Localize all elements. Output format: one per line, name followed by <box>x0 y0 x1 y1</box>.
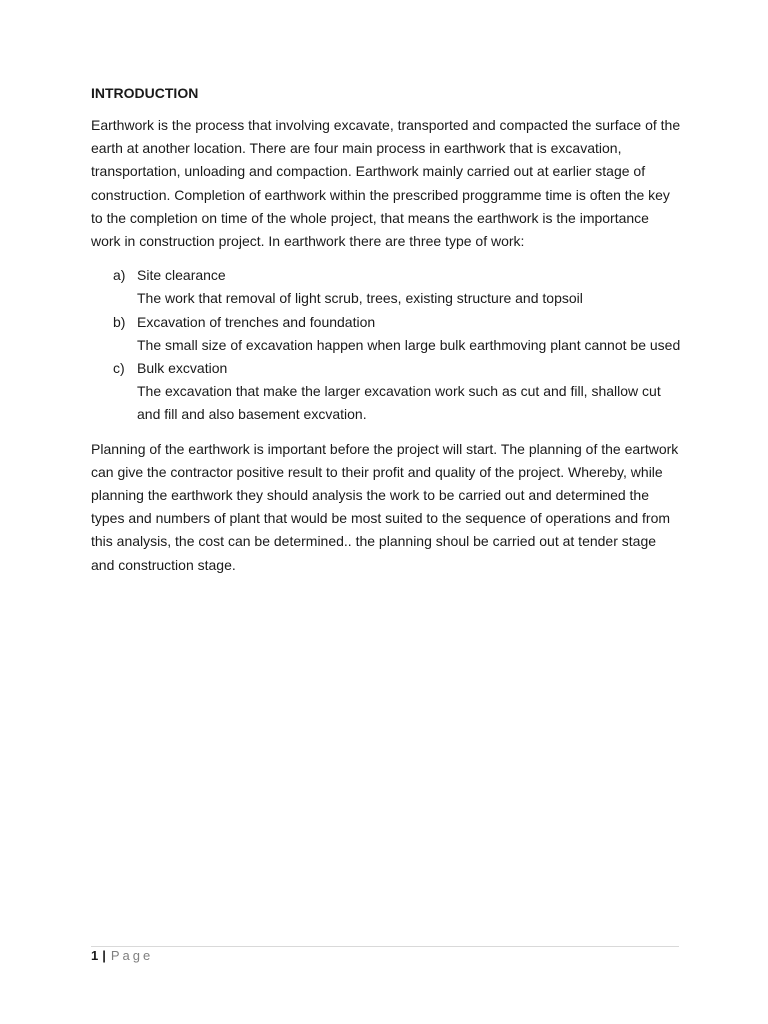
page-label: Page <box>110 948 154 963</box>
document-body <box>91 84 681 577</box>
list-item-title: Bulk excvation <box>137 360 228 377</box>
list-marker: b) <box>113 313 126 330</box>
list-item <box>91 311 681 357</box>
section-heading: INTRODUCTION <box>91 85 199 101</box>
list-marker: a) <box>113 267 126 284</box>
planning-paragraph: Planning of the earthwork is important before the project will start. The planning of the eartwork can give the contractor positive result to their profit and quality of the project. Whereby, while planning the earthwork they should analysis the work to be carried out and determined the types and numbers of plant that would be most suited to the sequence of operations and from this analysis, the cost can be determined.. the planning shoul be carried out at tender stage and construction stage. <box>91 440 679 573</box>
list-item-title: Site clearance <box>137 267 226 284</box>
footer-divider <box>91 946 679 947</box>
work-types-list <box>91 264 681 426</box>
intro-paragraph: Earthwork is the process that involving excavate, transported and compacted the surface of the earth at another location. There are four main process in earthwork that is excavation, transportation, unloading and compaction. Earthwork mainly carried out at earlier stage of construction. Completion of earthwork within the prescribed proggramme time is often the key to the completion on time of the whole project, that means the earthwork is the importance work in construction project. In earthwork there are three type of work: <box>91 117 681 250</box>
list-item-description: The small size of excavation happen when large bulk earthmoving plant cannot be used <box>137 336 681 353</box>
list-item <box>91 264 681 310</box>
list-marker: c) <box>113 360 125 377</box>
list-item-description: The work that removal of light scrub, trees, existing structure and topsoil <box>137 290 583 307</box>
page-footer <box>91 948 153 964</box>
footer-separator: | <box>102 948 106 963</box>
list-item-description: The excavation that make the larger excavation work such as cut and fill, shallow cut and fill and also basement excvation. <box>137 383 661 423</box>
page-number: 1 <box>91 948 99 963</box>
list-item <box>91 357 681 427</box>
list-item-title: Excavation of trenches and foundation <box>137 313 376 330</box>
